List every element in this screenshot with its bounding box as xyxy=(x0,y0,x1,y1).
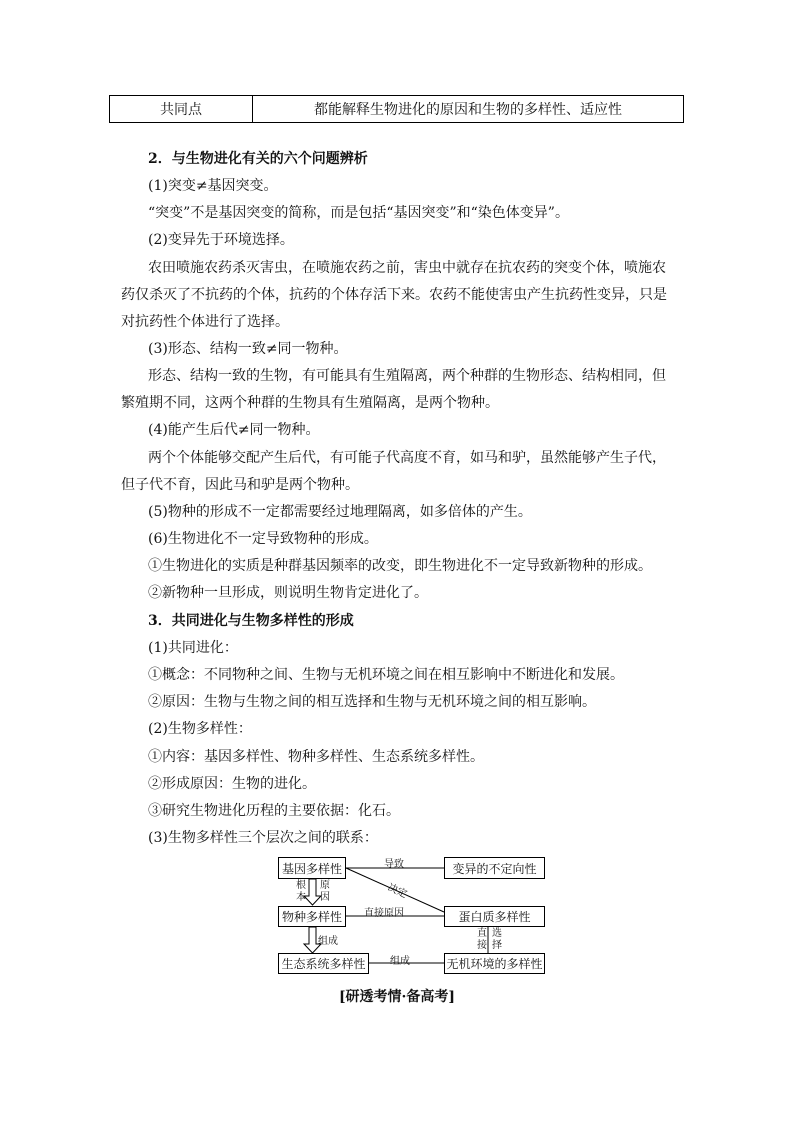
table-label-cell: 共同点 xyxy=(110,96,253,122)
s2-p6-item1: ①生物进化的实质是种群基因频率的改变，即生物进化不一定导致新物种的形成。 xyxy=(148,558,652,574)
label-zucheng-vertical: 组成 xyxy=(318,936,338,947)
label-yuanyin: 原因 xyxy=(320,880,330,903)
s3-s3-title: (3)生物多样性三个层次之间的联系： xyxy=(148,830,378,846)
s2-p6-item2: ②新物种一旦形成，则说明生物肯定进化了。 xyxy=(148,585,428,601)
section-footer-title: [研透考情·备高考] xyxy=(338,989,456,1005)
box-environment-diversity: 无机环境的多样性 xyxy=(444,953,545,974)
label-zhijie-yuanyin: 直接原因 xyxy=(364,908,404,919)
s2-p6-title: (6)生物进化不一定导致物种的形成。 xyxy=(148,531,378,547)
label-zucheng-horizontal: 组成 xyxy=(390,956,410,967)
s3-s2-item1: ①内容：基因多样性、物种多样性、生态系统多样性。 xyxy=(148,749,484,765)
s3-s2-item2: ②形成原因：生物的进化。 xyxy=(148,776,316,792)
s2-p2-title: (2)变异先于环境选择。 xyxy=(148,232,294,248)
arrow-gene-species xyxy=(304,879,321,905)
s2-p5-title: (5)物种的形成不一定都需要经过地理隔离，如多倍体的产生。 xyxy=(148,504,532,520)
label-genben: 根本 xyxy=(296,880,306,903)
s3-s1-title: (1)共同进化： xyxy=(148,640,238,656)
s3-s2-item3: ③研究生物进化历程的主要依据：化石。 xyxy=(148,803,400,819)
s2-p3-body-1: 形态、结构一致的生物，有可能具有生殖隔离，两个种群的生物形态、结构相同，但 xyxy=(148,368,666,384)
label-daozhi: 导致 xyxy=(384,859,404,870)
s2-p3-title: (3)形态、结构一致≠同一物种。 xyxy=(148,341,348,357)
box-gene-diversity: 基因多样性 xyxy=(278,857,346,879)
s3-s1-item2: ②原因：生物与生物之间的相互选择和生物与无机环境之间的相互影响。 xyxy=(148,694,596,710)
s2-p4-body-2: 但子代不育，因此马和驴是两个物种。 xyxy=(121,477,359,493)
s2-p2-body-3: 对抗药性个体进行了选择。 xyxy=(121,314,289,330)
s2-p1-title: (1)突变≠基因突变。 xyxy=(148,178,278,194)
s2-p4-body-1: 两个个体能够交配产生后代，有可能子代高度不育，如马和驴，虽然能够产生子代， xyxy=(148,450,666,466)
s2-p2-body-1: 农田喷施农药杀灭害虫，在喷施农药之前，害虫中就存在抗农药的突变个体，喷施农 xyxy=(148,260,666,276)
label-zhijie-vertical: 直接 xyxy=(477,928,487,951)
section2-heading: 2．与生物进化有关的六个问题辨析 xyxy=(148,151,368,167)
s3-s1-item1: ①概念：不同物种之间、生物与无机环境之间在相互影响中不断进化和发展。 xyxy=(148,667,624,683)
box-species-diversity: 物种多样性 xyxy=(278,906,346,927)
label-xuanze: 选择 xyxy=(492,928,502,951)
s2-p2-body-2: 药仅杀灭了不抗药的个体，抗药的个体存活下来。农药不能使害虫产生抗药性变异，只是 xyxy=(121,287,667,303)
s3-s2-title: (2)生物多样性： xyxy=(148,721,252,737)
table-value-cell: 都能解释生物进化的原因和生物的多样性、适应性 xyxy=(314,102,622,118)
section3-heading: 3．共同进化与生物多样性的形成 xyxy=(148,613,354,629)
label-jueding: 决定 xyxy=(385,882,409,901)
s2-p4-title: (4)能产生后代≠同一物种。 xyxy=(148,422,320,438)
box-ecosystem-diversity: 生态系统多样性 xyxy=(278,953,369,974)
box-protein-diversity: 蛋白质多样性 xyxy=(444,906,545,927)
s2-p1-body: “突变”不是基因突变的简称，而是包括“基因突变”和“染色体变异”。 xyxy=(148,205,569,221)
box-variation: 变异的不定向性 xyxy=(444,857,545,879)
s2-p3-body-2: 繁殖期不同，这两个种群的生物具有生殖隔离，是两个物种。 xyxy=(121,395,499,411)
